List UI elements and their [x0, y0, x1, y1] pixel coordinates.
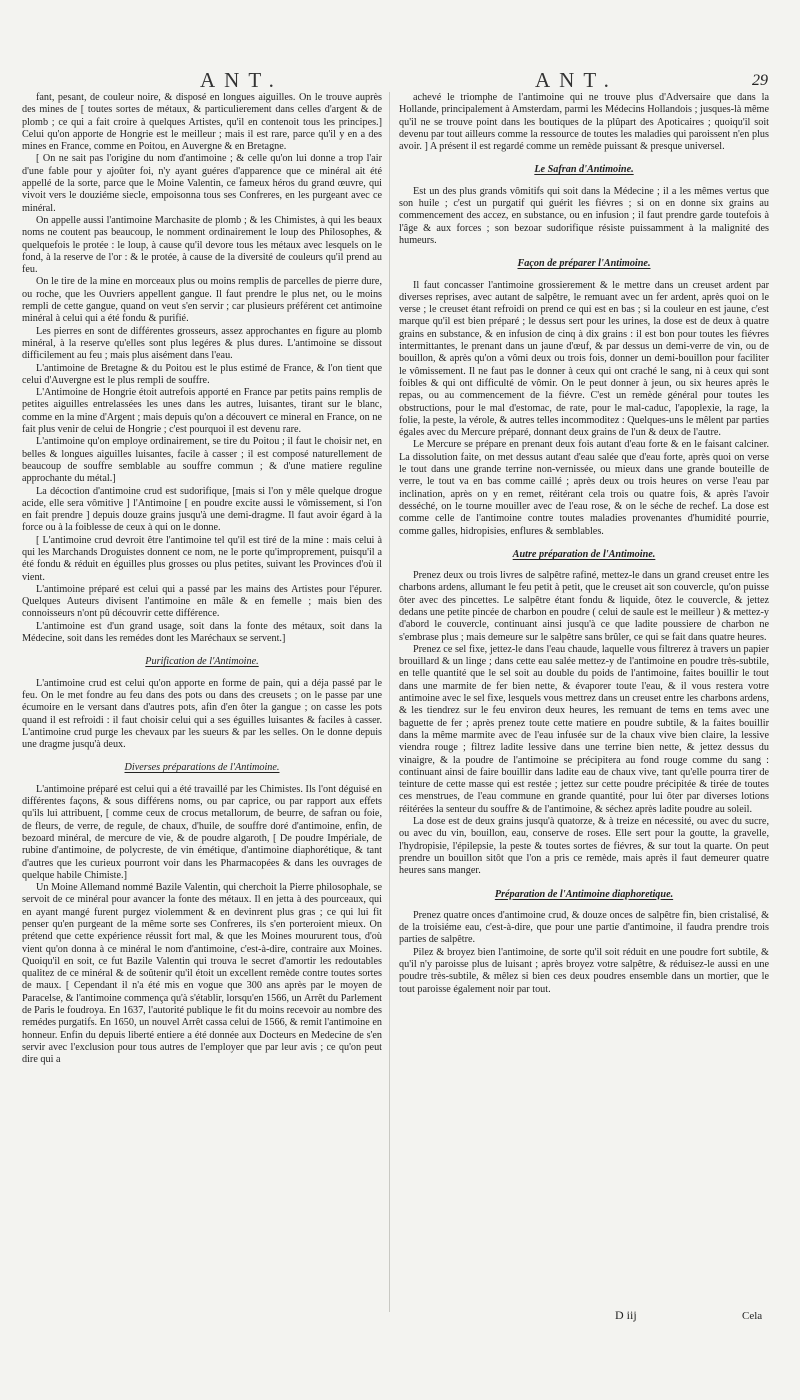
paragraph: Le Mercure se prépare en prenant deux fois autant d'eau forte & en le faisant calciner. La dissolution faite, on met dessus autant d'eau salée que d'eau forte, après quoi on verse le tout dans une grande terrine non-vernissée, ou mieux dans une grande bouteille de verre, le tout va en bas comme caillé ; après deux ou trois heures on verse l'eau par inclination, après on y en remet, réitérant cela trois ou quatre fois, & après l'avoir desséché, on le tourne mouiller avec de l'eau rose, & on le séche de rechef. La dose est comme celle de l'antimoine contre toutes maladies provenantes d'humidité pourrie, comme galles, hidropisies, enflures & semblables.	[399, 439, 769, 537]
paragraph: L'antimoine crud est celui qu'on apporte en forme de pain, qui a déja passé par le feu. On le met fondre au feu dans des pots ou dans des creusets ; on le passe par une écumoire en le versant dans d'autres pots, afin d'en ôter la gangue ; on casse les pots quand il est refroidi : il faut choisir celui qui a ses éguilles luisantes & faciles à casser. L'antimoine crud purge les chevaux par les sueurs & par les selles. On le donne depuis une dragme jusqu'à deux.	[22, 677, 382, 751]
running-head-right: ANT.	[535, 68, 618, 92]
left-section-1	[22, 92, 382, 645]
paragraph: On le tire de la mine en morceaux plus ou moins remplis de parcelles de pierre dure, ou roche, que les Ouvriers appellent gangue. Il faut prendre le plus net, ou le moins rempli de cette gangue, quand on veut s'en servir ; car plusieurs préférent cet antimoine minéral à celui qui a été fondu & purifié.	[22, 276, 382, 325]
column-divider	[389, 92, 390, 1312]
paragraph: Pilez & broyez bien l'antimoine, de sorte qu'il soit réduit en une poudre fort subtile, & qu'il n'y paroisse plus de luisant ; après broyez votre salpêtre, & réduisez-le aussi en une poudre très-subtile, & mêlez si bien ces deux poudres ensemble dans un mortier, que le tout paroisse également noir par tout.	[399, 946, 769, 995]
section-heading-facon: Façon de préparer l'Antimoine.	[517, 258, 651, 270]
section-heading-safran: Le Safran d'Antimoine.	[534, 164, 634, 176]
section-heading-autre: Autre préparation de l'Antimoine.	[512, 548, 656, 560]
paragraph: La dose est de deux grains jusqu'à quatorze, & à treize en nécessité, ou avec du sucre, ou avec du vin, bouillon, eau, conserve de roses. Elle sert pour la goutte, la gravelle, l'hydropisie, l'épilepsie, la peste & toutes sortes de fiévres, & sur tout la quarte. On peut prendre un bouillon sitôt que l'on a pris ce remède, mais après il faut demeurer quatre heures sans manger.	[399, 816, 769, 877]
paragraph: La décoction d'antimoine crud est sudorifique, [mais si l'on y mêle quelque drogue acide, elle sera vômitive ] l'Antimoine [ en poudre excite aussi le vômissement, si l'on en fait prendre ] depuis douze grains jusqu'à une demi-dragme. Il faut avoir égard à la force ou à la foiblesse de ceux à qui on le donne.	[22, 485, 382, 534]
paragraph: L'antimoine est d'un grand usage, soit dans la fonte des métaux, soit dans la Médecine, soit dans les remédes dont les Maréchaux se servent.]	[22, 620, 382, 645]
paragraph: Il faut concasser l'antimoine grossierement & le mettre dans un creuset ardent par diverses reprises, avec autant de salpêtre, le remuant avec un fer ardent, après quoi on le verse ; le creuset étant refroidi on prend ce qui est en bas ; si la couleur en est jaune, c'est marque qu'il est bien préparé ; le dessus sert pour les urines, la dose est de deux à quatre grains en substance, & en infusion de cinq à dix grains : il est bon pour toutes les fiévres intermittantes, le prenant dans un jaune d'œuf, & par dessus un demi-verre de vin, ou de bouillon, & après qu'on a vômi deux ou trois fois, donner un demi-bouillon pour faciliter le vômissement. Il ne faut pas le donner à ceux qui ont craché le sang, ni à ceux qui sont foibles & qui ont difficulté de vômir. On le peut donner à jeun, ou six heures après le repas, ou au commencement de la fiévre. C'est un remède général pour toutes les obstructions, pour le mal d'estomac, de rate, pour le mal-caduc, l'apoplexie, la rage, la folie, la peste, la vérole, & autres telles incommoditez : Quelques-uns le mêlent par parties égales avec du Mercure préparé, donnant deux grains de l'un & deux de l'autre.	[399, 279, 769, 439]
paragraph: Est un des plus grands vômitifs qui soit dans la Médecine ; il a les mêmes vertus que son huile ; c'est un purgatif qui guérit les fiévres ; si on en donne six grains au commencement des accez, en substance, ou en infusion ; il faut prendre garde toutefois à l'âge & aux forces ; son bezoar sudorifique résiste puissamment à la malignité des humeurs.	[399, 185, 769, 246]
paragraph: [ On ne sait pas l'origine du nom d'antimoine ; & celle qu'on lui donne a trop l'air d'une fable pour y ajoûter foi, n'y ayant guéres d'apparence que ce minéral ait été appellé de la sorte, parce que le Moine Valentin, ce fameux héros du grand œuvre, qui vivoit vers le douziéme siecle, empoisonna tous ses Confreres, en les purgeant avec ce minéral.	[22, 153, 382, 214]
catchword: Cela	[742, 1310, 763, 1322]
right-section-2	[399, 186, 769, 247]
right-section-5	[399, 910, 769, 996]
paragraph: On appelle aussi l'antimoine Marchasite de plomb ; & les Chimistes, à qui les beaux noms ne coutent pas beaucoup, le nomment ordinairement le loup des Philosophes, & quelquefois le protée : le loup, à cause qu'il devore tous les métaux avec lesquels on le fond, à la reserve de l'or : & le protée, à cause de la diversité de couleurs qu'il prend au feu.	[22, 214, 382, 276]
right-section-4	[399, 570, 769, 877]
section-heading-diaphoretique: Préparation de l'Antimoine diaphoretique.	[494, 888, 674, 900]
paragraph: Prenez ce sel fixe, jettez-le dans l'eau chaude, laquelle vous filtrerez à travers un papier brouillard & un linge ; dans cette eau salée mettez-y de l'antimoine en poudre très-subtile, en telle quantité que le sel soit au double du poids de l'antimoine, faites bouillir le tout dans une marmite de fer bien nette, & évaporer toute l'eau, & il vous restera votre antimoine avec le sel fixe, lesquels vous mettrez dans un creuset entre les charbons ardens, & les tiendrez sur le feu environ deux heures, les remuant de tems en tems avec une baguette de fer ; après prenez toute cette matiere en poudre subtile, & la faites bouillir dans la même marmite avec de l'eau infusée sur de la chaux vive bien claire, la lessive viendra rouge ; filtrez ladite lessive dans une terrine bien nette, & jettez dessus du vinaigre, & la poudre de l'antimoine se précipitera au fond rouge comme du sang : continuant ainsi de faire bouillir dans ladite eau de chaux vive, tant qu'elle pourra tirer de teinture de cette masse qui est restée ; jettez sur cette poudre précipitée & tirée de toutes ces menstrues, de l'eau commune en grande quantité, pour lui ôter par diverses lotions réitérées la senteur du souffre & de l'antimoine, & séchez après ladite poudre au soleil.	[399, 643, 769, 815]
running-head-left: ANT.	[200, 68, 283, 92]
left-section-3	[22, 784, 382, 1067]
paragraph: Prenez quatre onces d'antimoine crud, & douze onces de salpêtre fin, bien cristalisé, & de la troisiéme eau, c'est-à-dire, que pour une partie d'antimoine, il faudra prendre trois parties de salpêtre.	[399, 909, 769, 946]
paragraph: fant, pesant, de couleur noire, & disposé en longues aiguilles. On le trouve auprès des mines de [ toutes sortes de métaux, & particulierement dans celles d'argent & de plomb ; ce qui a fait croire à quelques Artistes, qu'il en contenoit tous les principes.] Celui qu'on apporte de Hongrie est le meilleur ; mais il est rare, parce qu'il y en a des mines en France, comme en Poitou, en Auvergne & en Bretagne.	[22, 92, 382, 153]
paragraph: [ L'antimoine crud devroit être l'antimoine tel qu'il est tiré de la mine : mais celui à qui les Marchands Droguistes donnent ce nom, ne le porte qu'improprement, puisqu'il a été fondu & réduit en éguilles plus grosses ou plus petites, suivant les Provinces d'où il vient.	[22, 534, 382, 583]
section-heading-preparations: Diverses préparations de l'Antimoine.	[124, 762, 280, 774]
paragraph: Prenez deux ou trois livres de salpêtre rafiné, mettez-le dans un grand creuset entre les charbons ardens, allumant le feu petit à petit, que le creuset ait son couvercle, qu'on puisse ôter avec des pincettes. Le salpêtre étant fondu & liquide, ôtez le couvercle, & jettez dedans une petite pincée de charbon en poudre ( celui de saule est le meilleur ) & mettez-y d'abord le couvercle, continuant ainsi jusqu'à ce que ladite poussiere de charbon ne s'embrase plus ; mais demeure sur le salpêtre sans brûler, ce qui se fait dans quatre heures.	[399, 570, 769, 643]
left-column	[22, 92, 382, 1328]
paragraph: L'antimoine préparé est celui qui a passé par les mains des Artistes pour l'épurer. Quelques Auteurs divisent l'antimoine en mâle & en femelle ; mais bien des connoisseurs n'ont pû découvrir cette différence.	[22, 583, 382, 620]
paragraph: Les pierres en sont de différentes grosseurs, assez approchantes en figure au plomb minéral, à la reserve qu'elles sont plus legéres & plus dures. L'antimoine se dissout difficilement au feu ; mais plus aisément dans l'eau.	[22, 325, 382, 362]
paragraph: L'antimoine de Bretagne & du Poitou est le plus estimé de France, & l'on tient que celui d'Auvergne est le plus rempli de souffre.	[22, 362, 382, 386]
right-section-1	[399, 92, 769, 153]
right-column	[399, 92, 769, 1310]
left-section-2	[22, 678, 382, 752]
paragraph: L'antimoine qu'on employe ordinairement, se tire du Poitou ; il faut le choisir net, en belles & longues aiguilles luisantes, facile à casser ; il est composé naturellement de beaucoup de souffre semblable au souffre commun ; & d'une matiere reguline approchante du métal.]	[22, 436, 382, 485]
paragraph: achevé le triomphe de l'antimoine qui ne trouve plus d'Adversaire que dans la Hollande, principalement à Amsterdam, parmi les Médecins Hollandois ; jusques-là même qu'il ne se trouve point dans les boutiques de la plûpart des Apoticaires ; quoiqu'il soit devenu par tout ailleurs comme la ressource de toutes les maladies qui paroissent n'en plus avoir. ] A présent il est regardé comme un remède puissant & presque universel.	[399, 92, 769, 153]
paragraph: L'antimoine préparé est celui qui a été travaillé par les Chimistes. Ils l'ont déguisé en différentes façons, & sous différens noms, ou par caprice, ou par rapport aux effets qu'ils lui attribuent, [ comme ceux de crocus metallorum, de beurre, de safran ou foie, de fleurs, de verre, de regule, de chaux, d'huile, de souffre doré d'antimoine, enfin, de bezoard minéral, de mercure de vie, & de poudre algaroth, [ De poudre Impériale, de rubine d'antimoine, de polycreste, de vin émétique, d'antimoine diaphorétique, & tant d'autres que les curieux pourront voir dans les Pharmacopées & dans les ouvrages de quelque habile Chimiste.]	[22, 783, 382, 881]
paragraph: L'Antimoine de Hongrie étoit autrefois apporté en France par petits pains remplis de petites aiguilles entrelassées les unes dans les autres, luisantes, tirant sur le blanc, comme en la mine d'Argent ; mais depuis qu'on a découvert ce mineral en France, on ne fait plus venir de celui de Hongrie ; c'est pourquoi il est devenu rare.	[22, 387, 382, 436]
section-heading-purification: Purification de l'Antimoine.	[145, 656, 259, 668]
right-section-3	[399, 280, 769, 538]
signature-mark: D iij	[615, 1308, 637, 1322]
paragraph: Un Moine Allemand nommé Bazile Valentin, qui cherchoit la Pierre philosophale, se servoit de ce minéral pour avancer la fonte des métaux. Il en jetta à des pourceaux, qui en ayant mangé furent purgez violemment & en devinrent plus gras ; ce qui lui fit penser qu'en purgeant de la même sorte ses Confreres, ils s'en porteroient mieux. On prétend que cette expérience réussit fort mal, & que les Moines moururent tous, d'où vient qu'on donna à ce minéral le nom d'antimoine, c'est-à-dire, contraire aux Moines. Quoiqu'il en soit, ce fut Bazile Valentin qui trouva le secret d'amortir les redoutables qualitez de ce minéral & de soûtenir qu'il étoit un excellent remède contre toutes sortes de maux. [ Cependant il n'a été mis en vogue que 300 ans après par le moyen de Paracelse, & l'antimoine commença qu'à s'établir, lorsqu'en 1566, un Arrêt du Parlement de Paris le foudroya. En 1637, l'autorité publique le fit du moins recevoir au nombre des remédes purgatifs. En 1650, un nouvel Arrêt cassa celui de 1566, & remit l'antimoine en honneur. Enfin du depuis liberté entiere a été donnée aux Docteurs en Medecine de s'en servir avec l'exclusion pour tous autres de l'employer que par leur avis ; ce qu'on peut dire qui a	[22, 882, 382, 1066]
page-number: 29	[752, 72, 768, 89]
